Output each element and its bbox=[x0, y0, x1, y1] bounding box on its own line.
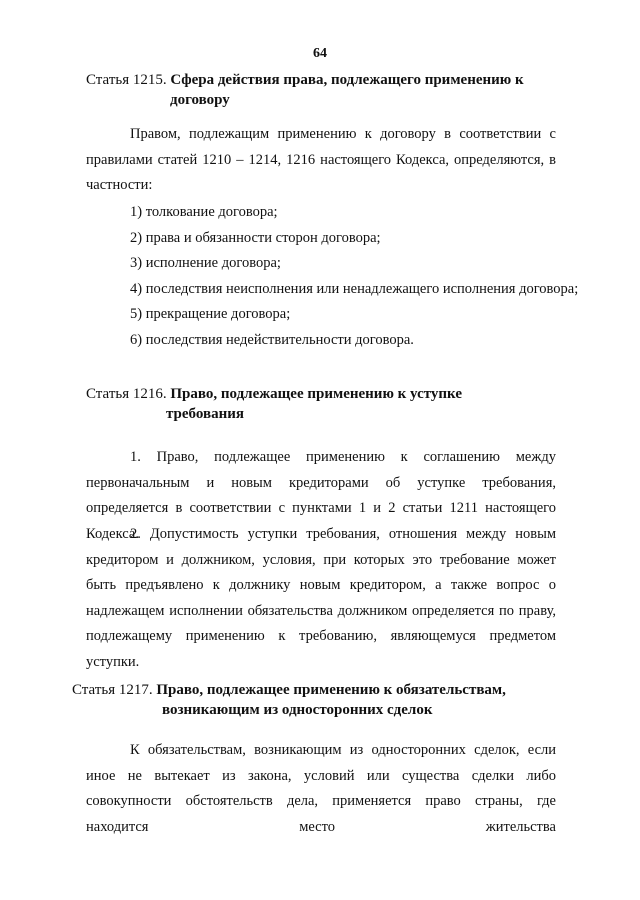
list-item: 3) исполнение договора; bbox=[130, 255, 281, 271]
list-item: 1) толкование договора; bbox=[130, 204, 278, 220]
article-1216-title-line1: Право, подлежащее применению к уступке bbox=[170, 386, 462, 402]
article-1217-heading bbox=[72, 680, 572, 720]
article-1217-para1: К обязательствам, возникающим из односторонних сделок, если иное не вытекает из закона, условий или существа сделки либо совокупности обстоятельств дела, применяется право страны, где находится место жительства bbox=[86, 742, 556, 835]
article-1215-label: Статья 1215. bbox=[86, 72, 167, 88]
article-1215-title-line2: договору bbox=[170, 92, 230, 108]
article-1216-label: Статья 1216. bbox=[86, 386, 167, 402]
article-1216-para2: 2. Допустимость уступки требования, отношения между новым кредитором и должником, условия, при которых это требование может быть предъявлено к должнику новым кредитором, а также вопрос о надлежащем исполнении обязательства должником определяется по праву, подлежащему применению к требованию, являющемуся предметом уступки. bbox=[86, 526, 556, 670]
page-number: 64 bbox=[313, 46, 327, 61]
article-1216-title-line2: требования bbox=[166, 406, 244, 422]
article-1217-label: Статья 1217. bbox=[72, 682, 153, 698]
article-1217-title-line2: возникающим из односторонних сделок bbox=[162, 702, 433, 718]
list-item: 5) прекращение договора; bbox=[130, 306, 291, 322]
article-1215-title-line1: Сфера действия права, подлежащего применению к bbox=[170, 72, 524, 88]
article-1216-heading bbox=[86, 384, 566, 424]
article-1215-intro: Правом, подлежащим применению к договору в соответствии с правилами статей 1210 – 1214, 1216 настоящего Кодекса, определяются, в частности: bbox=[86, 126, 556, 193]
article-1217-title-line1: Право, подлежащее применению к обязательствам, bbox=[156, 682, 506, 698]
list-item: 6) последствия недействительности договора. bbox=[130, 331, 414, 348]
article-1216-para1: 1. Право, подлежащее применению к соглашению между первоначальным и новым кредиторами об уступке требования, определяется в соответствии с пунктами 1 и 2 статьи 1211 настоящего Кодекса. bbox=[86, 449, 556, 542]
list-item: 4) последствия неисполнения или ненадлежащего исполнения договора; bbox=[130, 280, 579, 297]
article-1215-list bbox=[130, 200, 579, 353]
article-1215-heading bbox=[86, 70, 566, 110]
list-item: 2) права и обязанности сторон договора; bbox=[130, 229, 381, 246]
